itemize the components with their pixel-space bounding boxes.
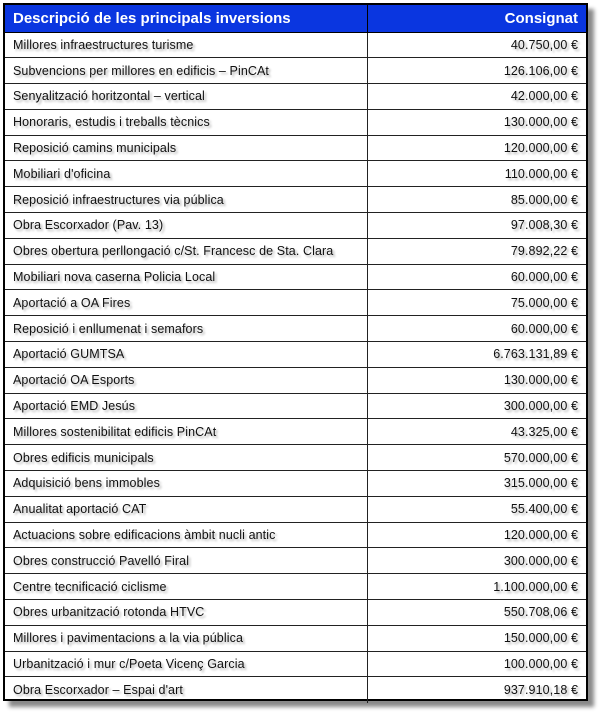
table-row — [5, 238, 586, 264]
description-column-header: Descripció de les principals inversions — [5, 5, 367, 32]
table-row — [5, 367, 586, 393]
row-amount: 130.000,00 € — [367, 367, 586, 393]
row-amount: 130.000,00 € — [367, 109, 586, 135]
table-row — [5, 600, 586, 626]
row-description: Obra Escorxador – Espai d'art — [5, 677, 367, 703]
investments-table-frame — [3, 3, 588, 701]
row-amount: 40.750,00 € — [367, 32, 586, 58]
table-row — [5, 109, 586, 135]
row-amount: 60.000,00 € — [367, 264, 586, 290]
row-amount: 110.000,00 € — [367, 161, 586, 187]
row-amount: 120.000,00 € — [367, 522, 586, 548]
row-description: Centre tecnificació ciclisme — [5, 574, 367, 600]
row-description: Millores i pavimentacions a la via pública — [5, 625, 367, 651]
investments-table — [5, 5, 586, 703]
row-description: Aportació EMD Jesús — [5, 393, 367, 419]
table-row — [5, 419, 586, 445]
row-description: Aportació OA Esports — [5, 367, 367, 393]
row-description: Aportació a OA Fires — [5, 290, 367, 316]
table-row — [5, 548, 586, 574]
row-description: Adquisició bens immobles — [5, 471, 367, 497]
table-row — [5, 161, 586, 187]
table-row — [5, 522, 586, 548]
row-description: Reposició camins municipals — [5, 135, 367, 161]
row-amount: 85.000,00 € — [367, 187, 586, 213]
table-row — [5, 393, 586, 419]
row-amount: 97.008,30 € — [367, 213, 586, 239]
table-row — [5, 187, 586, 213]
table-row — [5, 471, 586, 497]
row-amount: 550.708,06 € — [367, 600, 586, 626]
row-amount: 1.100.000,00 € — [367, 574, 586, 600]
row-amount: 42.000,00 € — [367, 84, 586, 110]
row-amount: 75.000,00 € — [367, 290, 586, 316]
table-row — [5, 342, 586, 368]
row-amount: 300.000,00 € — [367, 548, 586, 574]
row-amount: 6.763.131,89 € — [367, 342, 586, 368]
row-description: Urbanització i mur c/Poeta Vicenç Garcia — [5, 651, 367, 677]
row-description: Reposició infraestructures via pública — [5, 187, 367, 213]
table-row — [5, 574, 586, 600]
row-description: Obres urbanització rotonda HTVC — [5, 600, 367, 626]
table-row — [5, 58, 586, 84]
row-amount: 570.000,00 € — [367, 445, 586, 471]
table-row — [5, 625, 586, 651]
row-description: Obres obertura perllongació c/St. Francesc de Sta. Clara — [5, 238, 367, 264]
row-description: Subvencions per millores en edificis – PinCAt — [5, 58, 367, 84]
row-amount: 100.000,00 € — [367, 651, 586, 677]
table-row — [5, 316, 586, 342]
table-row — [5, 677, 586, 703]
row-description: Reposició i enllumenat i semafors — [5, 316, 367, 342]
row-description: Obra Escorxador (Pav. 13) — [5, 213, 367, 239]
row-description: Millores infraestructures turisme — [5, 32, 367, 58]
table-row — [5, 290, 586, 316]
row-description: Aportació GUMTSA — [5, 342, 367, 368]
row-amount: 300.000,00 € — [367, 393, 586, 419]
table-row — [5, 32, 586, 58]
row-amount: 150.000,00 € — [367, 625, 586, 651]
amount-column-header: Consignat — [367, 5, 586, 32]
row-description: Actuacions sobre edificacions àmbit nucli antic — [5, 522, 367, 548]
row-description: Honoraris, estudis i treballs tècnics — [5, 109, 367, 135]
row-description: Obres construcció Pavelló Firal — [5, 548, 367, 574]
table-row — [5, 213, 586, 239]
row-amount: 79.892,22 € — [367, 238, 586, 264]
table-row — [5, 651, 586, 677]
row-description: Senyalització horitzontal – vertical — [5, 84, 367, 110]
table-row — [5, 496, 586, 522]
row-amount: 315.000,00 € — [367, 471, 586, 497]
row-amount: 126.106,00 € — [367, 58, 586, 84]
row-description: Millores sostenibilitat edificis PinCAt — [5, 419, 367, 445]
table-row — [5, 264, 586, 290]
row-amount: 60.000,00 € — [367, 316, 586, 342]
table-header-row — [5, 5, 586, 32]
row-description: Obres edificis municipals — [5, 445, 367, 471]
table-row — [5, 135, 586, 161]
table-row — [5, 445, 586, 471]
row-description: Anualitat aportació CAT — [5, 496, 367, 522]
row-description: Mobiliari nova caserna Policia Local — [5, 264, 367, 290]
row-amount: 937.910,18 € — [503, 683, 578, 698]
row-description: Mobiliari d'oficina — [5, 161, 367, 187]
row-amount: 43.325,00 € — [367, 419, 586, 445]
row-amount: 120.000,00 € — [367, 135, 586, 161]
row-amount: 55.400,00 € — [367, 496, 586, 522]
table-row — [5, 84, 586, 110]
